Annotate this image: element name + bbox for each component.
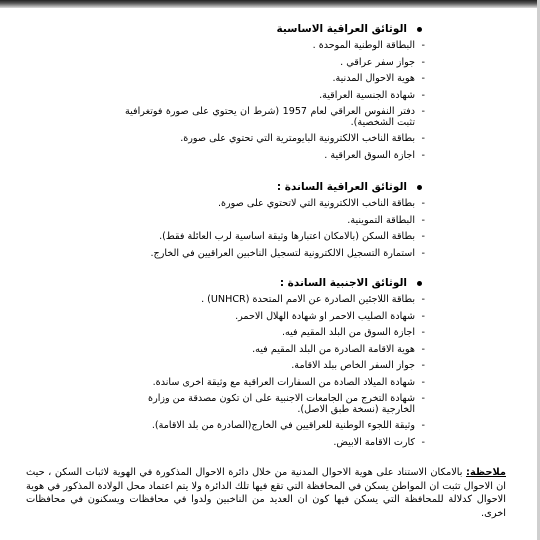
list-item: - البطاقة الوطنية الموحدة .	[125, 41, 425, 51]
page-top-edge	[0, 0, 540, 8]
note-paragraph	[26, 466, 506, 520]
list-item: - البطاقة التموينية.	[125, 216, 425, 226]
list-item: - بطاقة الناخب الالكترونية البايومترية التي تحتوي على صورة.	[125, 134, 425, 144]
list-item: - بطاقة اللاجئين الصادرة عن الامم المتحدة (UNHCR) .	[125, 295, 425, 305]
list-item: - شهادة الجنسية العراقية.	[125, 91, 425, 101]
section-heading-supporting-iraqi-documents: الوثائق العراقية الساندة :	[277, 182, 422, 193]
bullet-icon	[417, 27, 422, 32]
bullet-icon	[417, 281, 422, 286]
list-item: - بطاقة الناخب الالكترونية التي لاتحتوي على صورة.	[125, 199, 425, 209]
list-item: - شهادة التخرج من الجامعات الاجنبية على ان تكون مصدقة من وزارة الخارجية (نسخة طبق الاصل).	[125, 394, 425, 415]
list-item: - وثيقة اللجوء الوطنية للعراقيين في الخارج(الصادرة من بلد الاقامة).	[125, 421, 425, 431]
section-heading-basic-documents: الوثائق العراقية الاساسية	[276, 24, 422, 35]
supporting-iraqi-documents-list	[125, 199, 425, 265]
list-item: - كارت الاقامة الابيض.	[125, 438, 425, 448]
list-item: - اجازة السوق من البلد المقيم فيه.	[125, 328, 425, 338]
supporting-foreign-documents-list	[125, 295, 425, 454]
list-item: - دفتر النفوس العراقي لعام 1957 (شرط ان يحتوي على صورة فوتغرافية تثبت الشخصية).	[125, 107, 425, 128]
bullet-icon	[417, 185, 422, 190]
note-label: ملاحظة:	[466, 467, 506, 478]
list-item: - جواز سفر عراقي .	[125, 58, 425, 68]
section-heading-supporting-foreign-documents: الوثائق الاجنبية الساندة :	[280, 278, 422, 289]
list-item: - هوية الاقامة الصادرة من البلد المقيم فيه.	[125, 345, 425, 355]
list-item: - شهادة الصليب الاحمر او شهادة الهلال الاحمر.	[125, 312, 425, 322]
list-item: - شهادة الميلاد الصادة من السفارات العراقية مع وثيقة اخرى ساندة.	[125, 378, 425, 388]
list-item: - اجازة السوق العراقية .	[125, 151, 425, 161]
list-item: - هوية الاحوال المدنية.	[125, 74, 425, 84]
basic-documents-list	[125, 41, 425, 167]
list-item: - بطاقة السكن (بالامكان اعتبارها وثيقة اساسية لرب العائلة فقط).	[125, 232, 425, 242]
note-text: بالامكان الاستناد على هوية الاحوال المدنية من خلال دائرة الاحوال المذكورة في الهوية لاثبات السكن ، حيث ان الاحوال تثبت ان المواطن يسكن في المحافظة التي تقع فيها تلك الدائرة ولا يتم اعتماد محل الولادة المذكور في هوية الاحوال كدلالة للمحافظة التي يسكن فيها كون ان العديد من الناخبين ولدوا في محافظات ويسكنون في محافظات اخرى.	[26, 467, 506, 519]
list-item: - جواز السفر الخاص ببلد الاقامة.	[125, 361, 425, 371]
list-item: - استمارة التسجيل الالكترونية لتسجيل الناخبين العراقيين في الخارج.	[125, 249, 425, 259]
